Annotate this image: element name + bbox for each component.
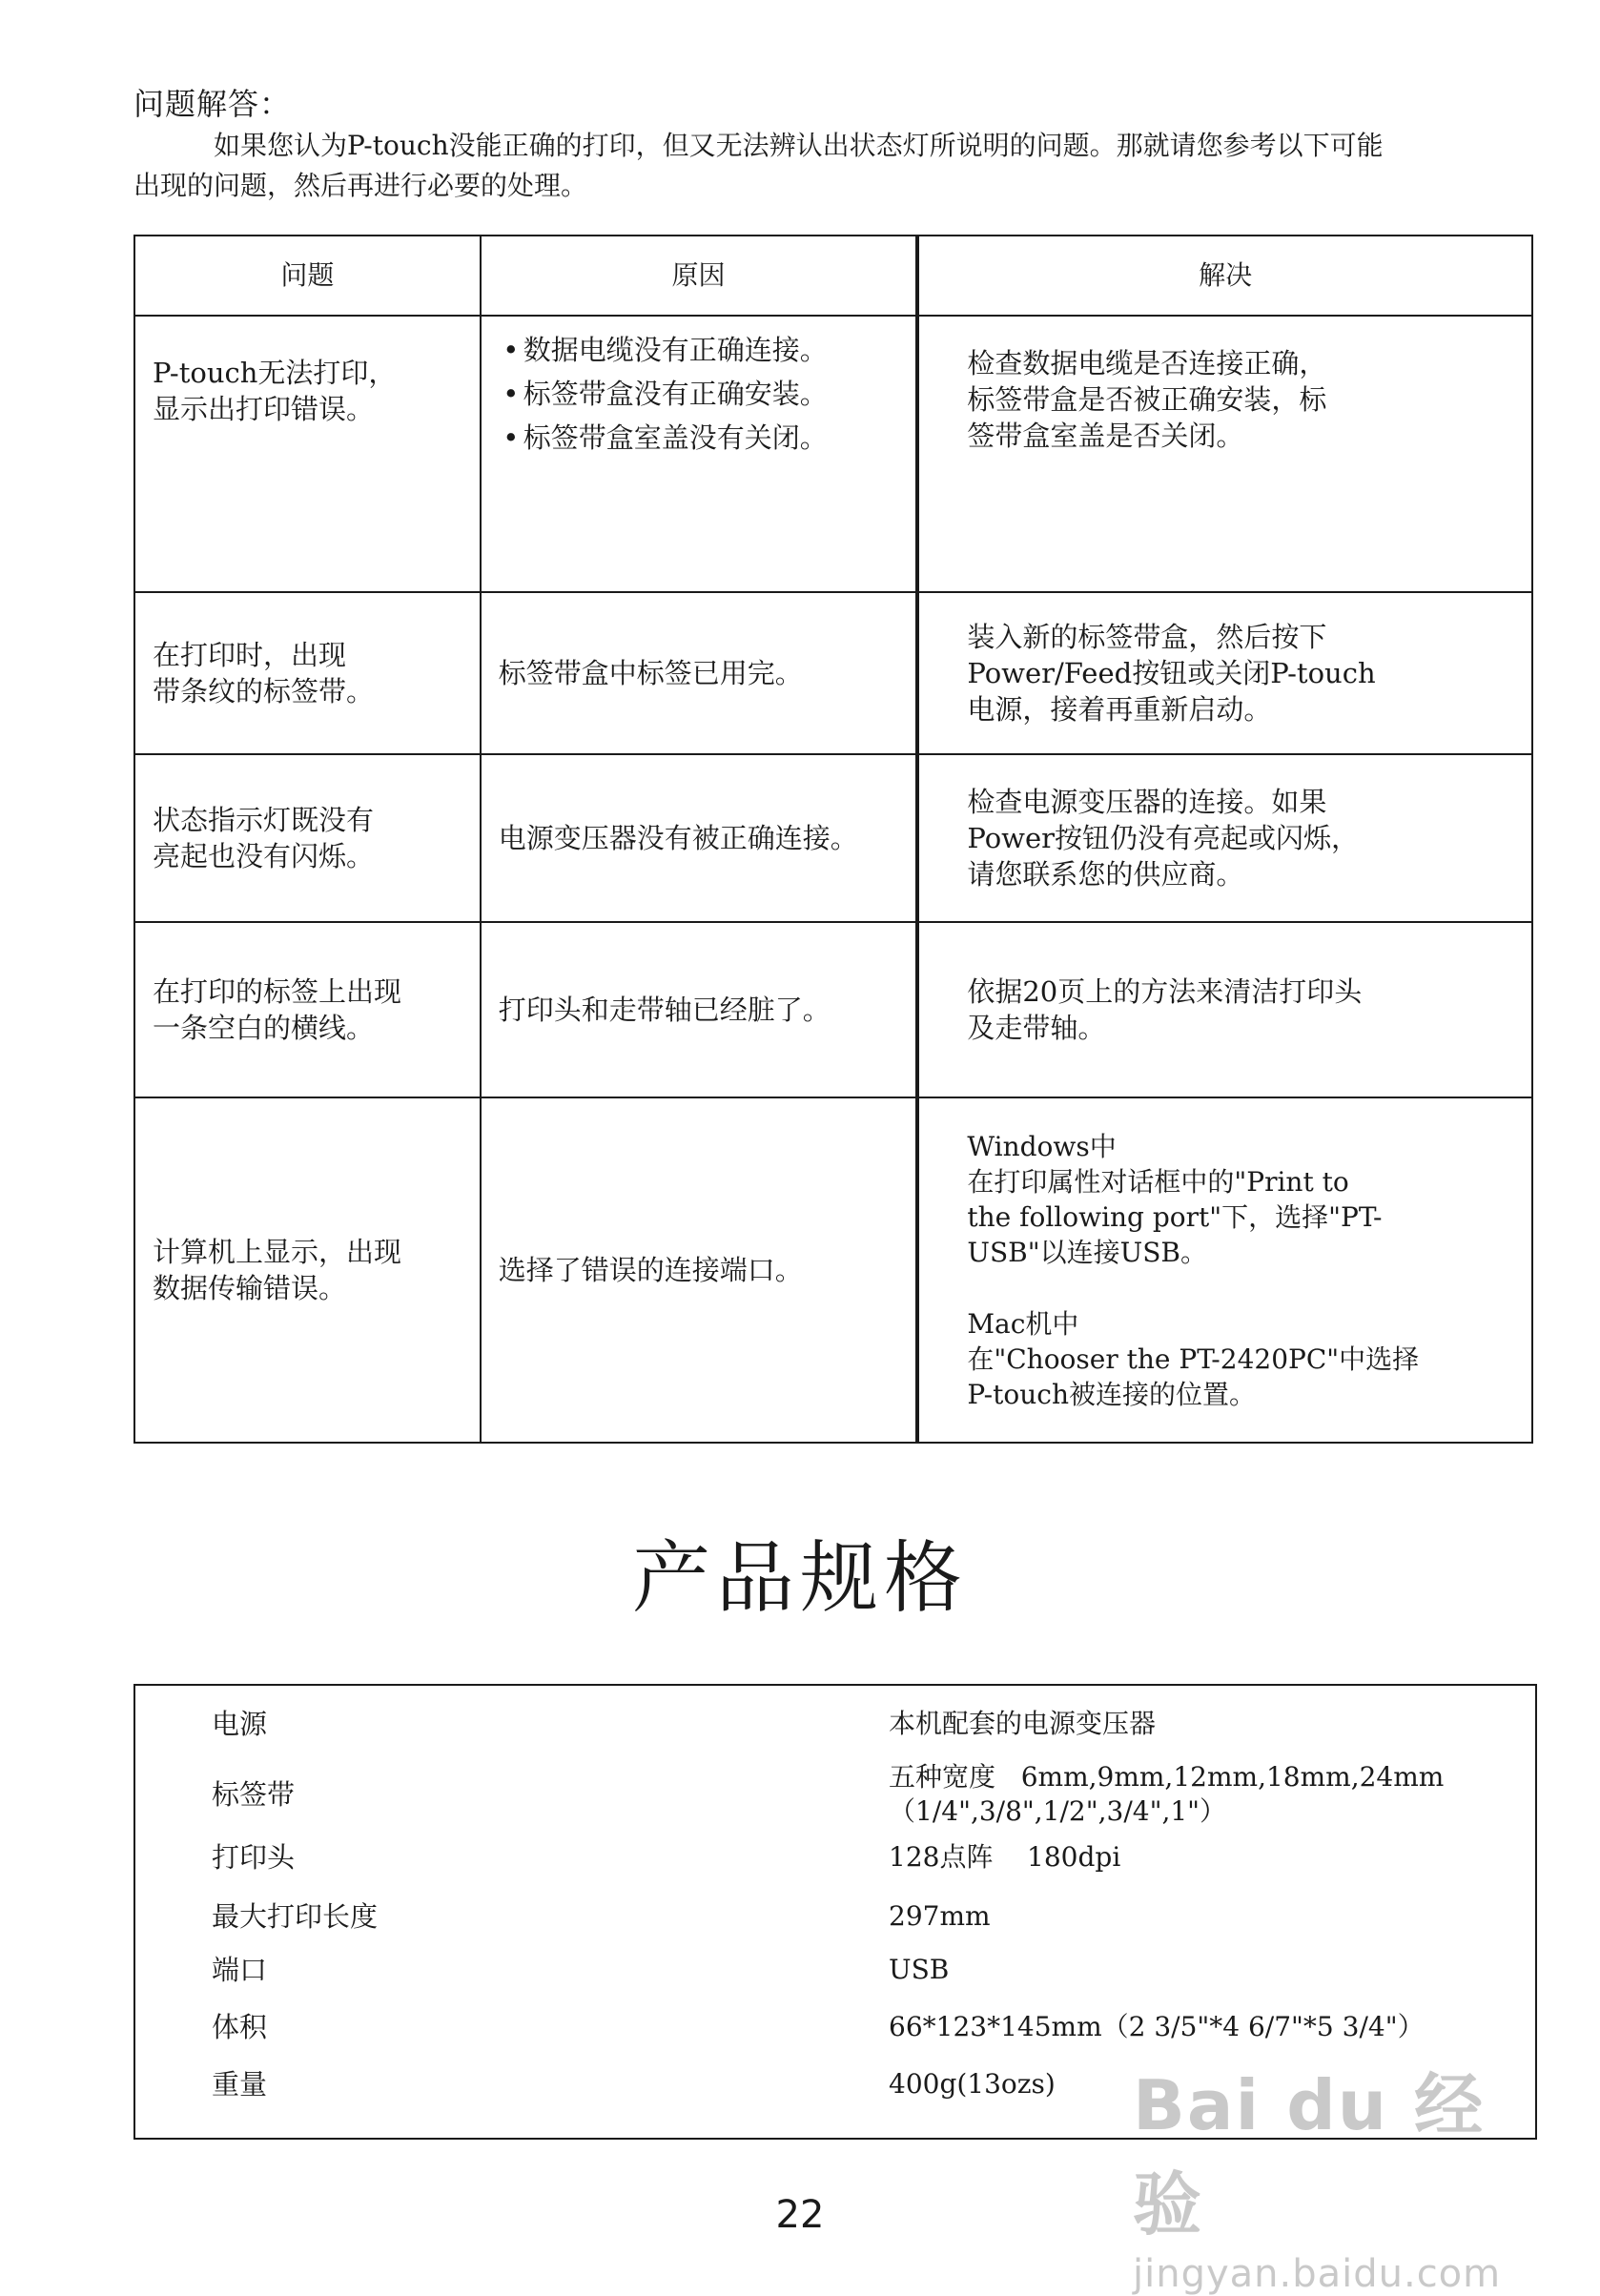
- solution-cell: [917, 1097, 1532, 1443]
- header-problem: 问题: [134, 236, 481, 316]
- spec-label: 最大打印长度: [212, 1900, 379, 1933]
- solution-line: 检查电源变压器的连接。如果: [967, 786, 1327, 818]
- solution-line: 检查数据电缆是否连接正确，: [967, 347, 1327, 379]
- troubleshooting-table: [133, 235, 1533, 1444]
- spec-label: 标签带: [212, 1778, 296, 1811]
- section-title-specs: 产品规格: [631, 1533, 968, 1624]
- solution-line: 装入新的标签带盒，然后按下: [967, 621, 1327, 653]
- table-row: [134, 922, 1532, 1097]
- problem-line: 一条空白的横线。: [153, 1012, 375, 1044]
- problem-line: 计算机上显示，出现: [153, 1236, 402, 1268]
- problem-line: 在打印时，出现: [153, 639, 347, 671]
- spec-value: USB: [889, 1954, 950, 1985]
- problem-cell: [134, 754, 481, 922]
- spec-value: 66*123*145mm（2 3/5"*4 6/7"*5 3/4"）: [889, 2011, 1425, 2042]
- intro-line-2: 出现的问题，然后再进行必要的处理。: [133, 170, 588, 201]
- solution-windows-line: USB"以连接USB。: [967, 1236, 1207, 1268]
- table-row: [134, 754, 1532, 922]
- problem-line: 状态指示灯既没有: [153, 804, 375, 836]
- solution-line: 签带盒室盖是否关闭。: [967, 420, 1244, 452]
- solution-line: 电源，接着再重新启动。: [967, 693, 1272, 726]
- spec-label: 重量: [212, 2068, 268, 2101]
- table-row: [134, 592, 1532, 754]
- spec-label: 打印头: [212, 1841, 296, 1874]
- solution-windows-line: the following port"下，选择"PT-: [967, 1200, 1383, 1233]
- cause-cell: 标签带盒中标签已用完。: [481, 592, 918, 754]
- table-header-row: [134, 236, 1532, 316]
- table-row: [134, 316, 1532, 592]
- solution-windows-line: Windows中: [967, 1130, 1117, 1162]
- cause-item: • 标签带盒没有正确安装。: [499, 372, 899, 416]
- spec-value: 400g(13ozs): [889, 2068, 1056, 2100]
- cause-cell: 选择了错误的连接端口。: [481, 1097, 918, 1443]
- solution-cell: [917, 316, 1532, 592]
- problem-line: 数据传输错误。: [153, 1272, 347, 1304]
- problem-cell: [134, 922, 481, 1097]
- solution-line: 请您联系您的供应商。: [967, 858, 1244, 891]
- spec-value: （1/4",3/8",1/2",3/4",1"）: [889, 1795, 1227, 1827]
- cause-item: • 标签带盒室盖没有关闭。: [499, 416, 899, 460]
- intro-line-1: 如果您认为P-touch没能正确的打印，但又无法辨认出状态灯所说明的问题。那就请您参考以下可能: [214, 130, 1384, 161]
- solution-line: 标签带盒是否被正确安装，标: [967, 383, 1327, 416]
- problem-line: 显示出打印错误。: [153, 393, 375, 425]
- solution-line: Power/Feed按钮或关闭P-touch: [967, 657, 1376, 689]
- spec-value: 本机配套的电源变压器: [889, 1708, 1157, 1739]
- problem-line: 在打印的标签上出现: [153, 975, 402, 1008]
- watermark-brand: Bai du 经验: [1133, 2065, 1486, 2245]
- spec-label: 端口: [212, 1954, 268, 1986]
- solution-cell: [917, 922, 1532, 1097]
- solution-mac-line: P-touch被连接的位置。: [967, 1378, 1256, 1410]
- problem-line: 亮起也没有闪烁。: [153, 840, 375, 872]
- solution-line: 及走带轴。: [967, 1012, 1106, 1044]
- solution-mac-line: 在"Chooser the PT-2420PC"中选择: [967, 1343, 1420, 1375]
- problem-cell: [134, 592, 481, 754]
- spec-value: 297mm: [889, 1900, 991, 1932]
- spec-label: 电源: [212, 1708, 268, 1740]
- cause-item: • 数据电缆没有正确连接。: [499, 328, 899, 372]
- solution-windows-line: 在打印属性对话框中的"Print to: [967, 1165, 1349, 1198]
- spec-value: 五种宽度 6mm,9mm,12mm,18mm,24mm: [889, 1761, 1445, 1793]
- section-title-faq: 问题解答：: [133, 86, 292, 122]
- table-row: [134, 1097, 1532, 1443]
- cause-list: [499, 328, 899, 460]
- header-solution: 解决: [917, 236, 1532, 316]
- solution-cell: [917, 592, 1532, 754]
- cause-cell: 电源变压器没有被正确连接。: [481, 754, 918, 922]
- header-cause: 原因: [481, 236, 918, 316]
- cause-cell: 打印头和走带轴已经脏了。: [481, 922, 918, 1097]
- page-number: 22: [775, 2193, 825, 2237]
- solution-line: Power按钮仍没有亮起或闪烁，: [967, 822, 1360, 854]
- watermark-url: jingyan.baidu.com: [1133, 2252, 1502, 2296]
- problem-line: 带条纹的标签带。: [153, 675, 375, 707]
- cause-cell: [481, 316, 918, 592]
- problem-line: P-touch无法打印，: [153, 357, 397, 389]
- intro-paragraph: [133, 126, 1526, 206]
- solution-mac-line: Mac机中: [967, 1307, 1079, 1340]
- spec-value: 128点阵 180dpi: [889, 1841, 1121, 1873]
- solution-line: 依据20页上的方法来清洁打印头: [967, 975, 1363, 1008]
- solution-cell: [917, 754, 1532, 922]
- problem-cell: [134, 316, 481, 592]
- problem-cell: [134, 1097, 481, 1443]
- spec-label: 体积: [212, 2011, 268, 2043]
